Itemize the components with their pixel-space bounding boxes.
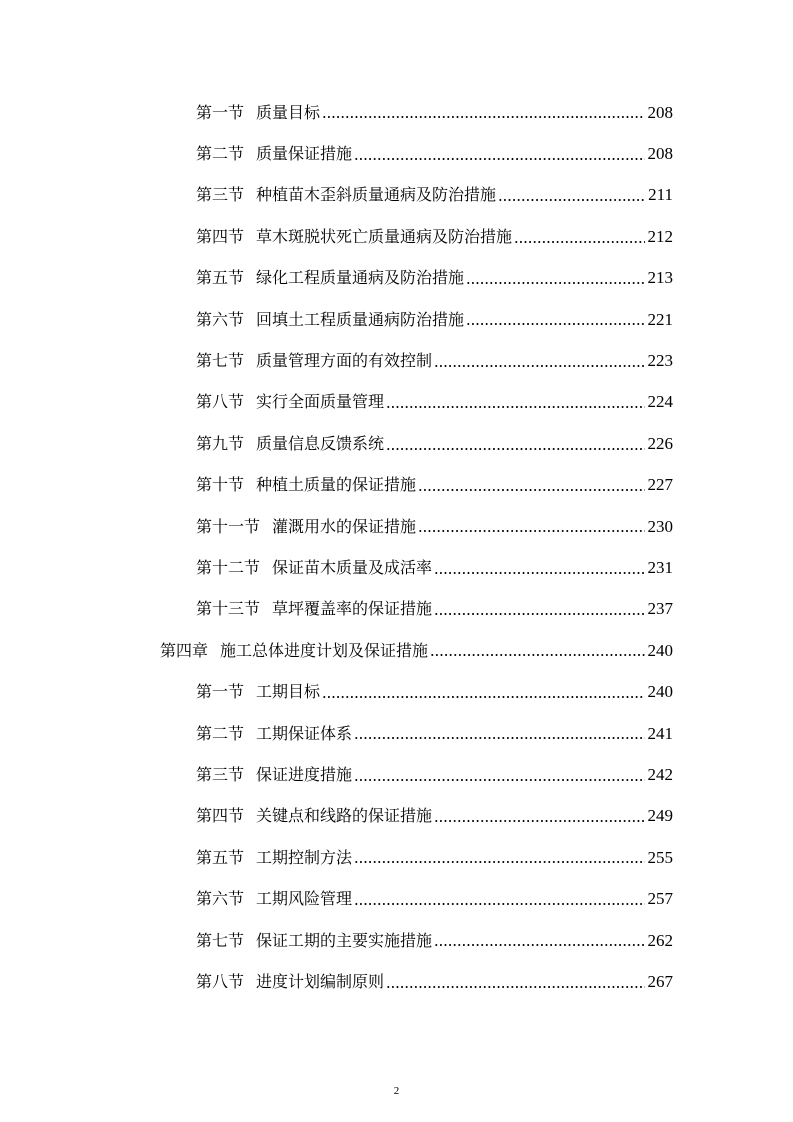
toc-entry-title: 关键点和线路的保证措施	[256, 806, 433, 826]
toc-entry-page: 208	[647, 144, 673, 164]
toc-entry-title: 绿化工程质量通病及防治措施	[256, 268, 465, 288]
toc-entry-page: 242	[647, 764, 673, 784]
toc-chapter-page: 240	[647, 640, 673, 660]
toc-entry-title: 种植土质量的保证措施	[256, 475, 417, 495]
toc-entry[interactable]	[0, 423, 673, 464]
toc-entry-title: 回填土工程质量通病防治措施	[256, 309, 465, 329]
toc-entry[interactable]	[0, 340, 673, 381]
dot-leader	[322, 116, 644, 118]
toc-entry-number: 第十二节	[196, 557, 261, 577]
toc-entry-number: 第六节	[196, 309, 245, 329]
toc-entry-number: 第八节	[196, 971, 245, 991]
toc-entry[interactable]	[0, 754, 673, 795]
toc-entry-number: 第五节	[196, 268, 245, 288]
dot-leader	[354, 861, 644, 863]
toc-entry[interactable]	[0, 961, 673, 1002]
toc-entry-number: 第三节	[196, 185, 245, 205]
toc-entry[interactable]	[0, 920, 673, 961]
toc-entry-number: 第七节	[196, 930, 245, 950]
dot-leader	[386, 406, 644, 408]
toc-entry[interactable]	[0, 796, 673, 837]
dot-leader	[434, 613, 644, 615]
dot-leader	[418, 530, 644, 532]
toc-entry[interactable]	[0, 589, 673, 630]
toc-chapter-title: 施工总体进度计划及保证措施	[220, 640, 429, 660]
dot-leader	[386, 448, 644, 450]
toc-chapter-entry[interactable]	[0, 630, 673, 671]
toc-entry-title: 质量保证措施	[256, 144, 353, 164]
toc-entry-title: 草坪覆盖率的保证措施	[272, 599, 433, 619]
toc-entry-title: 质量目标	[256, 102, 321, 122]
toc-entry[interactable]	[0, 837, 673, 878]
dot-leader	[434, 944, 644, 946]
toc-entry-number: 第五节	[196, 847, 245, 867]
toc-entry-title: 进度计划编制原则	[256, 971, 385, 991]
toc-entry[interactable]	[0, 133, 673, 174]
toc-entry-page: 255	[647, 847, 673, 867]
toc-entry-number: 第二节	[196, 723, 245, 743]
toc-entry-title: 质量管理方面的有效控制	[256, 351, 433, 371]
toc-entry[interactable]	[0, 382, 673, 423]
toc-entry-page: 213	[647, 268, 673, 288]
toc-entry-page: 237	[647, 599, 673, 619]
toc-entry-title: 保证工期的主要实施措施	[256, 930, 433, 950]
toc-entry-page: 227	[647, 475, 673, 495]
toc-entry[interactable]	[0, 216, 673, 257]
toc-entry-page: 240	[647, 682, 673, 702]
dot-leader	[498, 199, 645, 201]
toc-chapter-number: 第四章	[160, 640, 209, 660]
toc-entry[interactable]	[0, 465, 673, 506]
toc-entry-number: 第十一节	[196, 516, 261, 536]
dot-leader	[466, 323, 644, 325]
toc-entry-title: 种植苗木歪斜质量通病及防治措施	[256, 185, 497, 205]
dot-leader	[322, 696, 644, 698]
toc-entry[interactable]	[0, 878, 673, 919]
toc-entry-page: 208	[647, 102, 673, 122]
toc-entry-title: 灌溉用水的保证措施	[272, 516, 417, 536]
toc-entry-number: 第八节	[196, 392, 245, 412]
toc-entry-title: 质量信息反馈系统	[256, 433, 385, 453]
toc-entry-page: 212	[647, 226, 673, 246]
table-of-contents	[0, 92, 793, 1003]
dot-leader	[434, 820, 644, 822]
toc-entry-page: 224	[647, 392, 673, 412]
toc-entry-number: 第三节	[196, 764, 245, 784]
toc-entry-number: 第七节	[196, 351, 245, 371]
toc-entry-number: 第四节	[196, 226, 245, 246]
toc-entry-page: 241	[647, 723, 673, 743]
toc-entry[interactable]	[0, 671, 673, 712]
toc-entry-title: 工期风险管理	[256, 889, 353, 909]
toc-entry-number: 第四节	[196, 806, 245, 826]
toc-entry-number: 第十三节	[196, 599, 261, 619]
dot-leader	[354, 158, 644, 160]
toc-entry-page: 267	[647, 971, 673, 991]
toc-entry-number: 第一节	[196, 102, 245, 122]
toc-entry-page: 223	[647, 351, 673, 371]
toc-entry-number: 第一节	[196, 682, 245, 702]
dot-leader	[354, 779, 644, 781]
toc-entry-page: 231	[647, 557, 673, 577]
toc-entry-title: 工期控制方法	[256, 847, 353, 867]
dot-leader	[354, 903, 644, 905]
toc-entry-title: 工期目标	[256, 682, 321, 702]
dot-leader	[430, 654, 644, 656]
dot-leader	[466, 282, 644, 284]
toc-entry-title: 实行全面质量管理	[256, 392, 385, 412]
toc-entry-page: 262	[647, 930, 673, 950]
dot-leader	[434, 365, 644, 367]
toc-entry[interactable]	[0, 258, 673, 299]
dot-leader	[354, 737, 644, 739]
toc-entry-page: 257	[647, 889, 673, 909]
toc-entry-page: 230	[647, 516, 673, 536]
toc-entry[interactable]	[0, 299, 673, 340]
page-number: 2	[393, 1085, 400, 1097]
toc-entry-number: 第二节	[196, 144, 245, 164]
toc-entry-page: 226	[647, 433, 673, 453]
toc-entry[interactable]	[0, 92, 673, 133]
dot-leader	[386, 986, 644, 988]
toc-entry-title: 保证苗木质量及成活率	[272, 557, 433, 577]
toc-entry-number: 第六节	[196, 889, 245, 909]
toc-entry-title: 草木斑脱状死亡质量通病及防治措施	[256, 226, 513, 246]
toc-entry-page: 249	[647, 806, 673, 826]
toc-entry-title: 工期保证体系	[256, 723, 353, 743]
toc-entry-number: 第十节	[196, 475, 245, 495]
toc-entry-number: 第九节	[196, 433, 245, 453]
toc-entry-page: 221	[647, 309, 673, 329]
dot-leader	[514, 241, 644, 243]
toc-entry[interactable]	[0, 713, 673, 754]
dot-leader	[434, 572, 644, 574]
toc-entry[interactable]	[0, 175, 673, 216]
dot-leader	[418, 489, 644, 491]
toc-entry-title: 保证进度措施	[256, 764, 353, 784]
toc-entry[interactable]	[0, 547, 673, 588]
toc-entry-page: 211	[648, 185, 673, 205]
toc-entry[interactable]	[0, 506, 673, 547]
